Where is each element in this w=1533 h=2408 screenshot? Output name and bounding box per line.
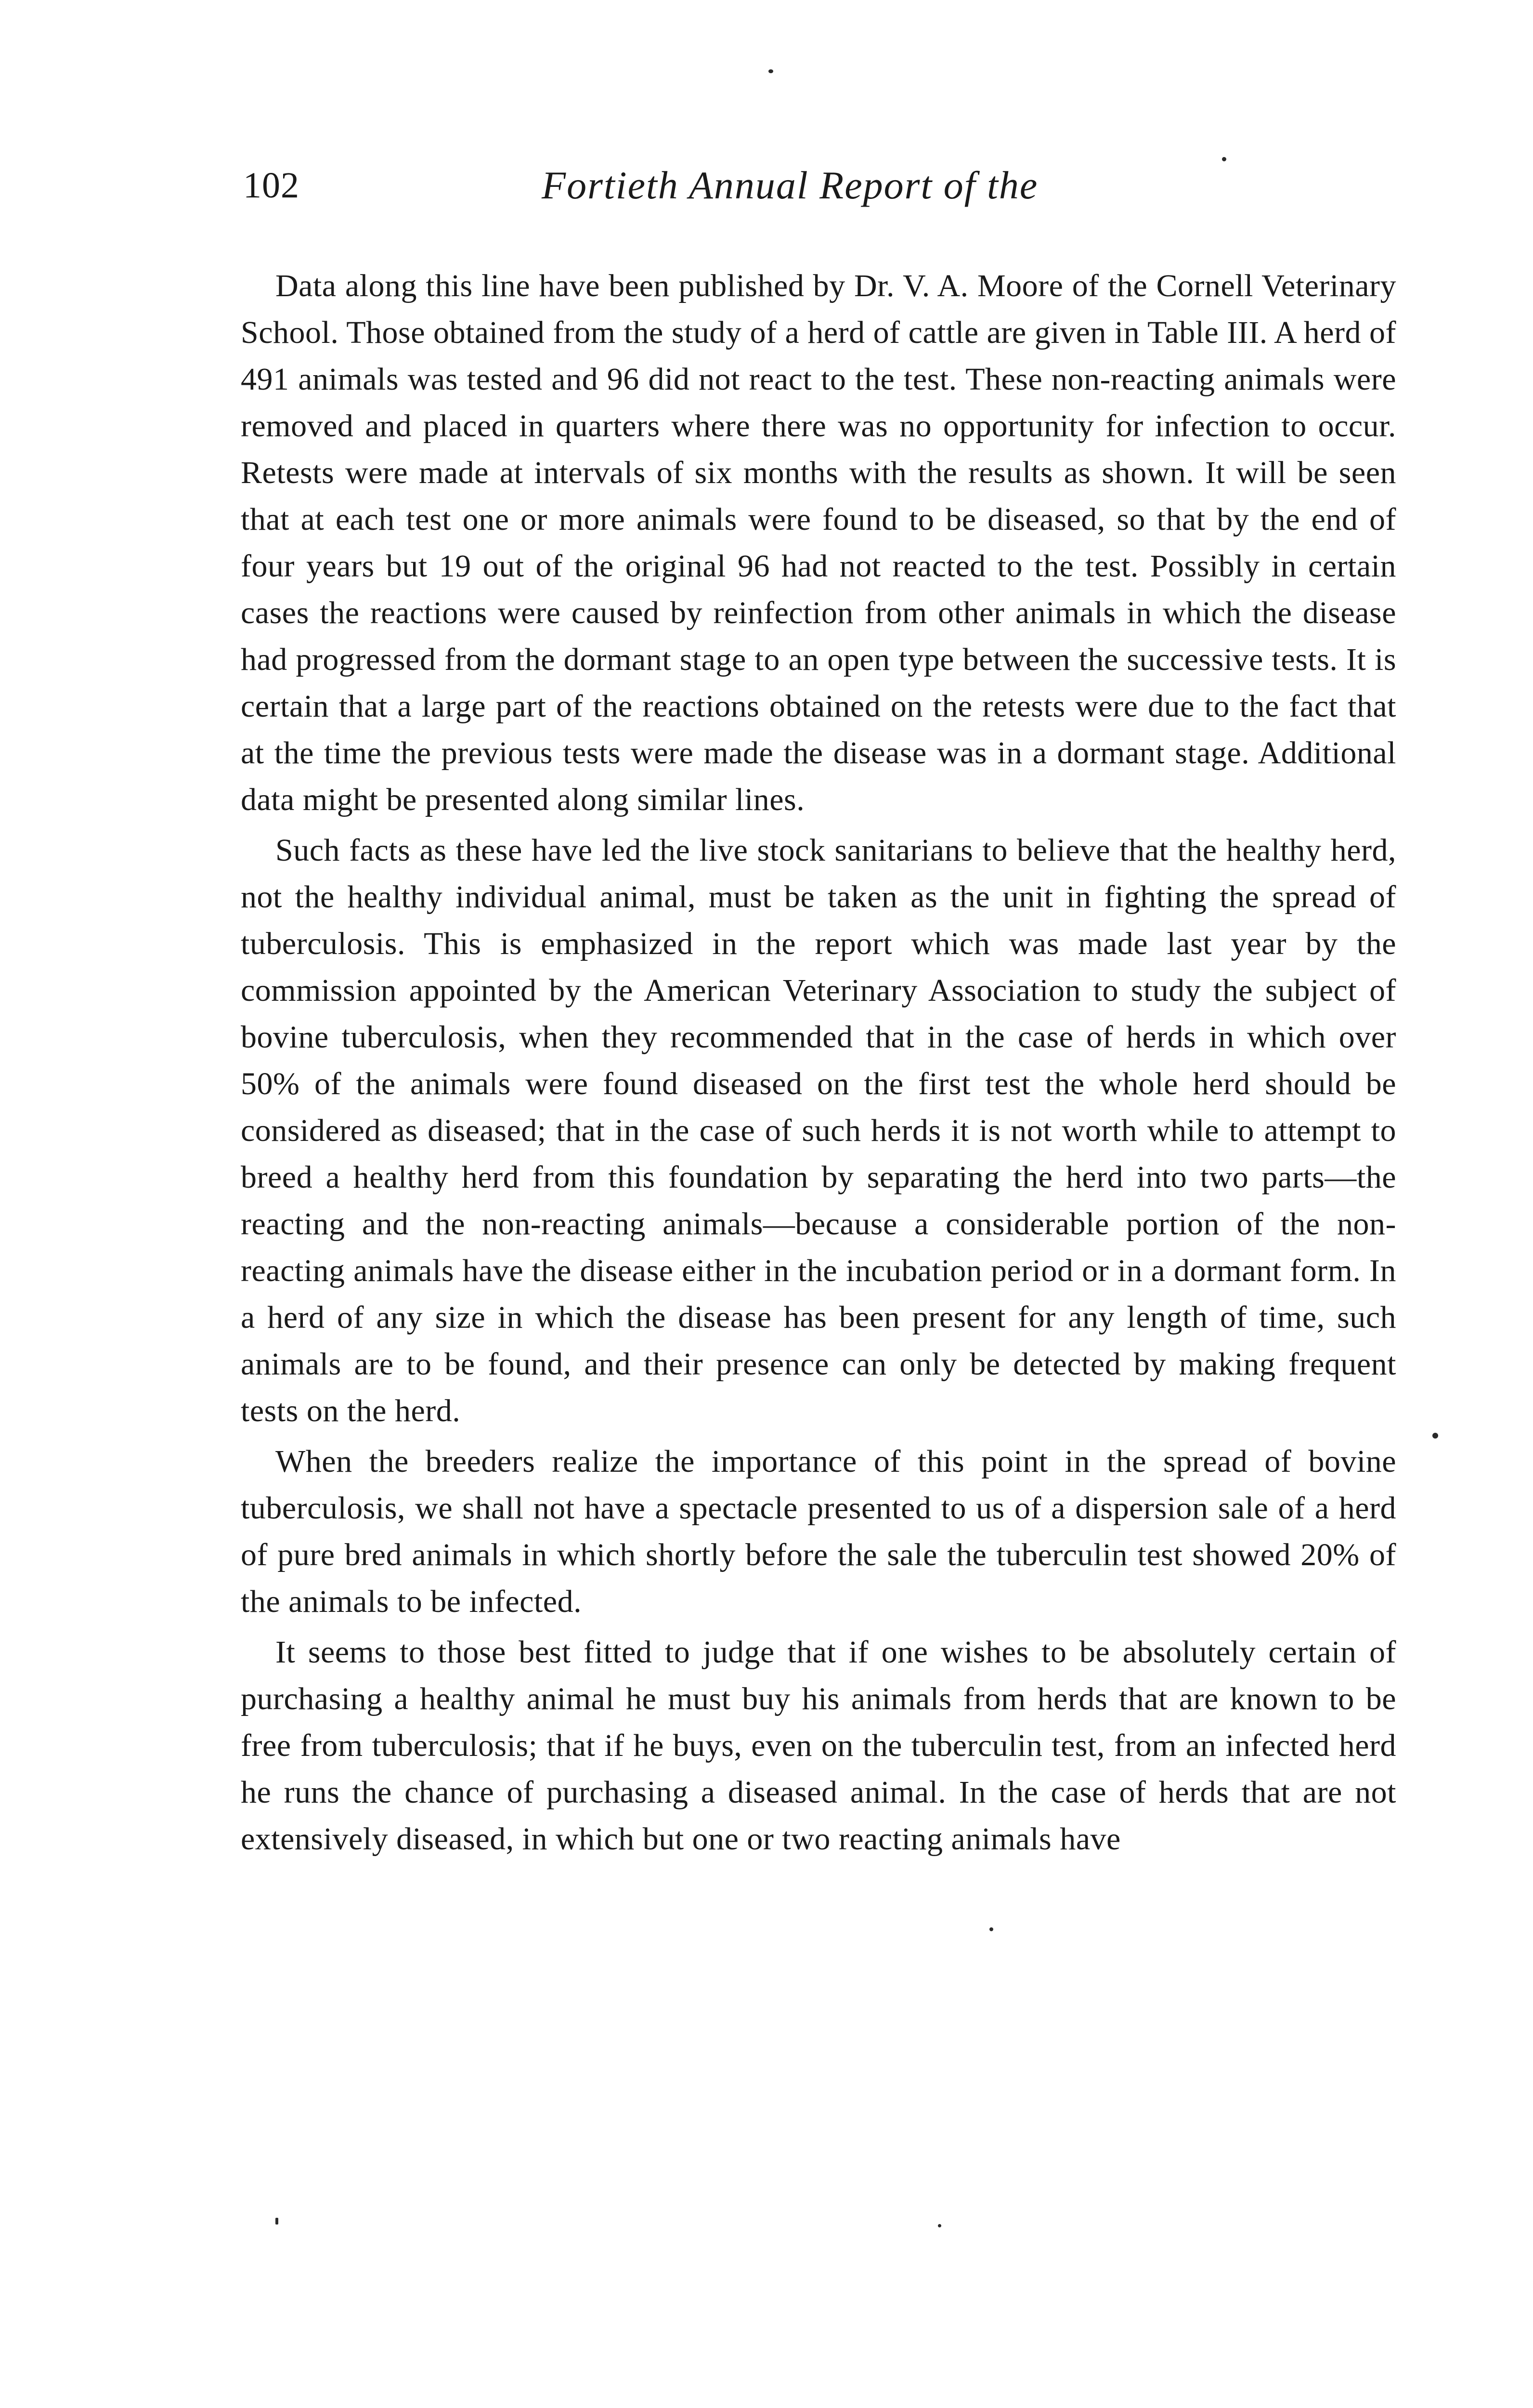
ink-speck xyxy=(275,2218,278,2225)
body-text xyxy=(241,262,1396,1866)
page-number: 102 xyxy=(243,165,299,206)
paragraph: Such facts as these have led the live stock sanitarians to believe that the healthy herd, not the healthy individual animal, must be taken as the unit in fighting the spread of tuberculosis. This is emphasized in the report which was made last year by the commission appointed by the American Veterinary Association to study the subject of bovine tuberculosis, when they recommended that in the case of herds in which over 50% of the animals were found diseased on the first test the whole herd should be considered as diseased; that in the case of such herds it is not worth while to attempt to breed a healthy herd from this foundation by separating the herd into two parts—the reacting and the non-reacting animals—because a considerable portion of the non-reacting animals have the disease either in the incubation period or in a dormant form. In a herd of any size in which the disease has been present for any length of time, such animals are to be found, and their presence can only be detected by making frequent tests on the herd. xyxy=(241,833,1396,1428)
ink-speck xyxy=(1222,157,1226,161)
ink-speck xyxy=(1432,1433,1438,1439)
paragraph: When the breeders realize the importance of this point in the spread of bovine tuberculosis, we shall not have a spectacle presented to us of a dispersion sale of a herd of pure bred animals in which shortly before the sale the tuberculin test showed 20% of the animals to be infected. xyxy=(241,1444,1396,1619)
page-header xyxy=(243,159,1158,212)
running-title: Fortieth Annual Report of the xyxy=(542,163,1039,207)
ink-speck xyxy=(768,69,773,73)
paragraph: It seems to those best fitted to judge that if one wishes to be absolutely certain of purchasing a healthy animal he must buy his animals from herds that are known to be free from tuberculosis; that if he buys, even on the tuberculin test, from an infected herd he runs the chance of purchasing a diseased animal. In the case of herds that are not extensively diseased, in which but one or two reacting animals have xyxy=(241,1635,1396,1857)
ink-speck xyxy=(989,1927,993,1931)
paragraph: Data along this line have been published by Dr. V. A. Moore of the Cornell Veterinary School. Those obtained from the study of a herd of cattle are given in Table III. A herd of 491 animals was tested and 96 did not react to the test. These non-reacting animals were removed and placed in quarters where there was no opportunity for infection to occur. Retests were made at intervals of six months with the results as shown. It will be seen that at each test one or more animals were found to be diseased, so that by the end of four years but 19 out of the original 96 had not reacted to the test. Possibly in certain cases the reactions were caused by reinfection from other animals in which the disease had progressed from the dormant stage to an open type between the successive tests. It is certain that a large part of the reactions obtained on the retests were due to the fact that at the time the previous tests were made the disease was in a dormant stage. Additional data might be presented along similar lines. xyxy=(241,268,1396,817)
ink-speck xyxy=(938,2224,941,2227)
